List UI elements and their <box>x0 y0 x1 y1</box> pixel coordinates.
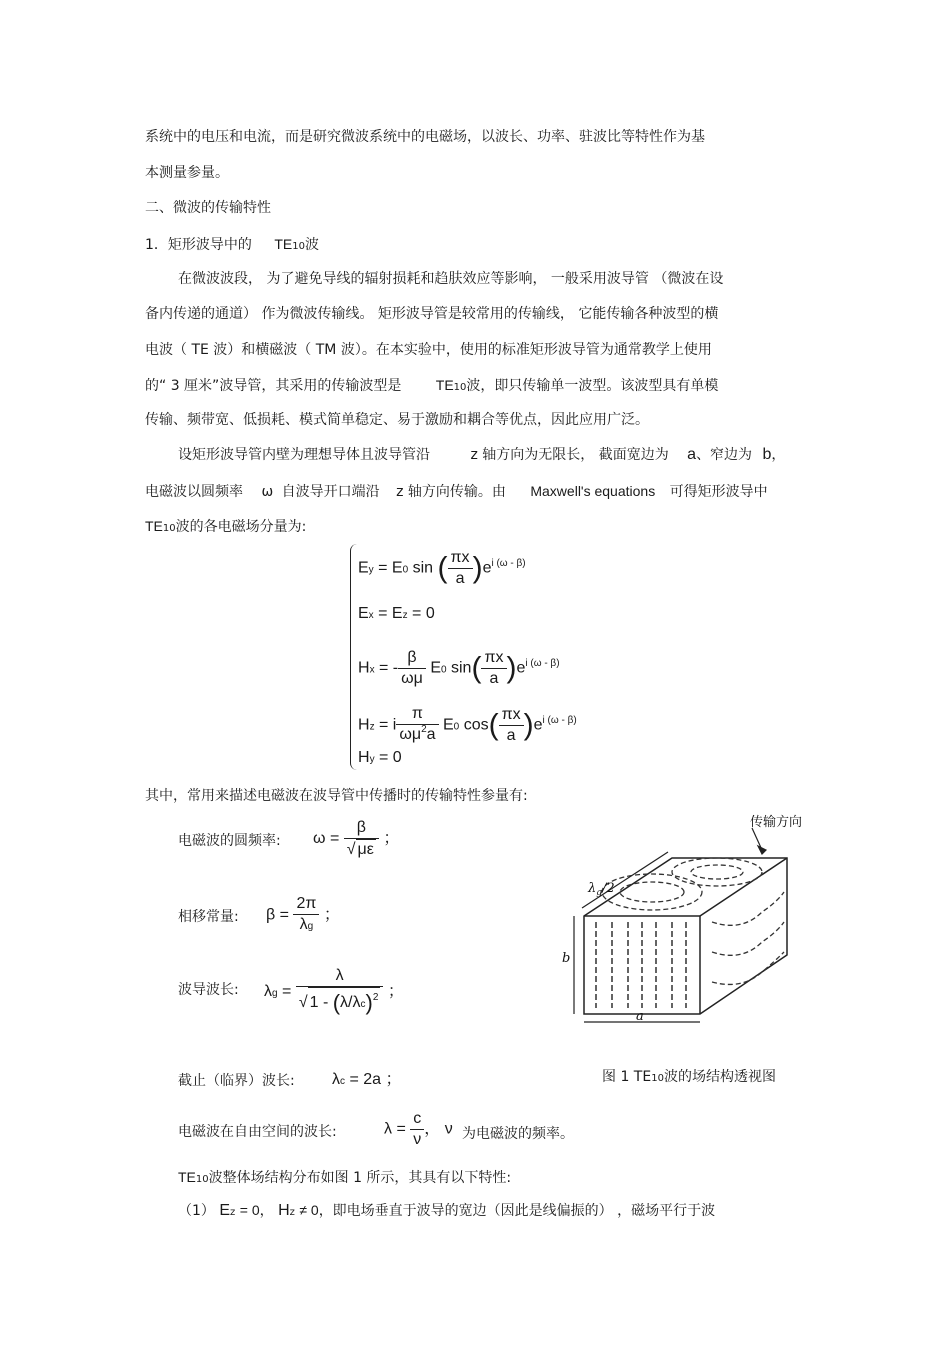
eq-hy-rhs: = 0 <box>379 749 402 766</box>
param-beta-formula <box>266 894 340 937</box>
figure-caption-prefix: 图 1 TE <box>602 1069 652 1085</box>
eq-ey-exp-close: ) <box>522 557 526 569</box>
subsection-heading <box>145 235 319 256</box>
para2-l1d: 、窄边为 <box>696 447 753 463</box>
eq-hx <box>358 648 560 689</box>
eq-hy-h: H <box>358 749 370 766</box>
figure-label-lg <box>587 881 615 898</box>
param-lc-rhs: = 2a <box>349 1071 382 1088</box>
para1-line-4a: 的“ 3 厘米”波导管，其采用的传输波型是 <box>145 378 402 394</box>
para1-line-4 <box>145 376 718 397</box>
closing-ez: E <box>219 1202 231 1219</box>
eq-hz-e0-sub: 0 <box>453 721 460 733</box>
param-lg-one-minus: 1 - <box>309 994 333 1012</box>
para1-line-3: 电波（ TE 波）和横磁波（ TM 波）。在本实验中，使用的标准矩形波导管为通常教学上使用 <box>145 342 712 358</box>
eq-hx-h: H <box>358 659 370 677</box>
eq-hz-frac-num: πx <box>501 706 521 723</box>
closing-line-1 <box>178 1168 511 1189</box>
eq-ey-frac-num: πx <box>450 549 470 566</box>
param-omega-eq: = <box>329 830 340 848</box>
eq-ey-sub: y <box>368 564 374 576</box>
eq-hz-a: a <box>426 726 436 743</box>
eq-hz-den <box>396 724 438 747</box>
closing-line-2 <box>178 1201 715 1222</box>
field-line-side-3 <box>712 952 784 984</box>
param-beta-semi: ； <box>323 906 340 924</box>
param-lambda-lhs: λ <box>384 1120 392 1138</box>
eq-ey <box>358 548 526 589</box>
param-nu: ν <box>444 1120 453 1138</box>
eq-ez-sub: z <box>402 610 408 621</box>
param-lg-den-lambda2: λ <box>352 994 361 1012</box>
figure-label-lg-sub: g <box>596 888 603 898</box>
param-lambda-eq: = <box>396 1120 406 1138</box>
eq-hx-sub: x <box>369 664 375 676</box>
eq-hx-beta: β <box>407 649 417 666</box>
eq-hy-sub: y <box>369 754 375 765</box>
eq-hx-exp-close: ) <box>556 657 560 669</box>
eq-hx-rhs: = - <box>379 659 399 677</box>
eq-ey-exp: i (ω - β <box>491 557 523 569</box>
figure-caption-sub: 10 <box>651 1073 664 1084</box>
field-line-side-1 <box>712 892 784 925</box>
param-omega-num: β <box>356 819 366 836</box>
eq-paren-left: ( <box>437 551 448 585</box>
param-lg-den-inner: $1 - (\lambda/\lambda c)^2$ <box>308 987 381 1018</box>
param-lambda-frac <box>410 1109 424 1150</box>
eq-hx-omegamu: ωμ <box>398 668 426 689</box>
para2-b: b <box>762 446 772 463</box>
eq-hz-sub: z <box>369 721 375 733</box>
eq-hz-exp-close: ) <box>573 714 577 726</box>
direction-arrow-head <box>758 846 766 854</box>
eq-paren-right: ) <box>506 651 517 685</box>
eq-hz-omegamu: ωμ <box>399 726 422 743</box>
param-beta-den <box>293 914 319 937</box>
closing-item-number: （1） <box>178 1203 215 1219</box>
closing-te: TE <box>178 1169 196 1185</box>
para1-line-1: 在微波波段， 为了避免导线的辐射损耗和趋肤效应等影响， 一般采用波导管 （微波在设 <box>178 271 724 287</box>
waveguide-figure <box>562 812 812 1032</box>
eq-hx-frac1 <box>398 648 426 689</box>
eq-ex-zero: = 0 <box>412 605 435 622</box>
eq-ex-e: E <box>358 605 369 622</box>
param-lambda-formula <box>384 1109 453 1150</box>
eq-hz-pi: π <box>411 705 423 722</box>
para2-l2a: 电磁波以圆频率 <box>145 484 243 500</box>
eq-ex-eq: = E <box>378 605 403 622</box>
closing-line-2-text: ，即电场垂直于波导的宽边（因此是线偏振的） ，磁场平行于波 <box>318 1203 716 1219</box>
param-beta-frac <box>293 894 319 937</box>
param-lg-paren-left: ( <box>332 990 341 1015</box>
eq-hx-exp-base: e <box>516 659 526 677</box>
param-lc-c: c <box>340 1076 345 1087</box>
para2-line-2 <box>145 482 768 501</box>
intro-line-2: 本测量参量。 <box>145 165 229 181</box>
param-beta-label: 相移常量: <box>178 909 239 925</box>
figure-label-lg-lambda: λ <box>588 881 597 896</box>
eq-hz-sq: 2 <box>421 724 427 735</box>
params-intro: 其中，常用来描述电磁波在波导管中传播时的传输特性参量有: <box>145 788 528 804</box>
eq-hy <box>358 748 402 770</box>
eq-ex-sub: x <box>368 610 374 621</box>
subsection-text: 1．矩形波导中的 <box>145 237 252 253</box>
param-lc-formula <box>332 1070 402 1092</box>
para2-maxwell: Maxwell's equations <box>530 483 656 499</box>
para2-l1a: 设矩形波导管内壁为理想导体且波导管沿 <box>178 447 430 463</box>
subsection-te-index: 10 <box>292 241 305 252</box>
figure-label-direction: 传输方向 <box>750 815 803 830</box>
waveguide-top-edge <box>700 858 787 916</box>
subsection-te: TE <box>274 236 293 252</box>
para1-line-4b: 波，即只传输单一波型。该波型具有单模 <box>466 378 719 394</box>
eq-hx-frac-num: πx <box>484 649 504 666</box>
param-omega-lhs: ω <box>313 830 326 848</box>
magnetic-loop-3 <box>672 858 762 886</box>
param-beta-den-g: g <box>307 921 314 932</box>
eq-ey-frac <box>448 548 473 589</box>
param-lambda-comma: ， <box>424 1120 441 1138</box>
eq-hz-cos: cos <box>463 716 489 734</box>
eq-hx-sin: sin <box>451 659 472 677</box>
param-beta-num: 2π <box>296 895 317 912</box>
param-lg-label: 波导波长: <box>178 982 239 998</box>
param-lg-frac <box>296 966 384 1018</box>
closing-ez-sub: z <box>230 1207 236 1218</box>
param-beta-eq: = <box>279 906 289 924</box>
magnetic-loop-4 <box>691 865 743 879</box>
para1-line-5: 传输、频带宽、低损耗、模式简单稳定、易于激励和耦合等优点，因此应用广泛。 <box>145 412 649 428</box>
param-lg-semi: ； <box>387 983 404 1001</box>
eq-ey-rhs: = E <box>378 559 403 577</box>
eq-ey-frac-den: a <box>448 568 473 589</box>
para2-line-3 <box>145 517 306 538</box>
eq-ex-ez <box>358 604 435 626</box>
para2-l1f: ， <box>771 447 786 463</box>
para2-l2d: z 轴方向传输。由 <box>396 484 506 500</box>
eq-paren-left: ( <box>488 708 499 742</box>
closing-comma: ， <box>259 1203 274 1219</box>
param-omega-semi: ； <box>383 830 400 848</box>
section-heading: 二、微波的传输特性 <box>145 200 271 216</box>
para1-te-index: 10 <box>453 382 467 393</box>
para2-l2f: 可得矩形波导中 <box>669 484 768 500</box>
param-lg-formula <box>264 966 404 1018</box>
param-omega-den-text: με <box>357 841 374 858</box>
eq-hx-exp: i (ω - β <box>525 657 557 669</box>
param-nu-text: 为电磁波的频率。 <box>462 1126 574 1142</box>
para2-a: a <box>687 446 697 463</box>
eq-ey-exp-base: e <box>482 559 492 577</box>
magnetic-loop-1 <box>602 874 702 910</box>
param-omega-den: √ με <box>344 838 379 860</box>
closing-te-index: 10 <box>195 1174 209 1185</box>
param-lambda-num: c <box>413 1110 422 1127</box>
figure-caption-suffix: 波的场结构透视图 <box>663 1069 776 1085</box>
param-lc-lhs: λ <box>332 1071 340 1088</box>
eq-hx-e: E <box>430 659 441 677</box>
param-lc-semi: ； <box>385 1071 402 1088</box>
param-lambda-label: 电磁波在自由空间的波长: <box>178 1124 337 1140</box>
figure-caption <box>602 1068 776 1088</box>
figure-label-a: a <box>636 1009 644 1024</box>
closing-ez-zero: = 0 <box>239 1202 260 1218</box>
para2-omega: ω <box>261 484 274 500</box>
para2-l2c: 自波导开口端沿 <box>281 484 380 500</box>
param-lg-num: λ <box>335 967 344 984</box>
eq-hz-frac-den: a <box>499 725 524 746</box>
eq-hz-e: E <box>443 716 454 734</box>
equation-brace <box>350 544 357 770</box>
eq-paren-left: ( <box>471 651 482 685</box>
eq-paren-right: ) <box>523 708 534 742</box>
param-lg-den: √ $1 - (\lambda/\lambda c)^2$ <box>296 986 384 1018</box>
figure-label-lg-tail: /2 <box>602 881 615 896</box>
figure-label-b: b <box>562 951 571 966</box>
eq-ey-e0-sub: 0 <box>402 564 409 576</box>
param-omega-formula <box>313 818 399 860</box>
eq-hz-frac2 <box>499 705 524 746</box>
para2-te: TE <box>145 518 163 534</box>
para2-l3c: 波的各电磁场分量为: <box>175 519 307 535</box>
eq-hz-h: H <box>358 716 370 734</box>
para2-te-index: 10 <box>162 523 176 534</box>
param-lg-den-c: c <box>360 999 366 1011</box>
eq-hx-e0-sub: 0 <box>440 664 447 676</box>
intro-line-1: 系统中的电压和电流，而是研究微波系统中的电磁场，以波长、功率、驻波比等特性作为基 <box>145 129 705 145</box>
para2-line-1 <box>178 446 785 464</box>
param-omega-frac <box>344 818 379 860</box>
para1-te: TE <box>435 377 454 393</box>
eq-paren-right: ) <box>472 551 483 585</box>
eq-hx-frac-den: a <box>481 668 506 689</box>
param-lg-paren-right: ) <box>365 990 373 1015</box>
magnetic-loop-2 <box>620 882 684 902</box>
param-beta-den-lambda: λ <box>299 916 308 933</box>
eq-ey-sin: sin <box>412 559 434 577</box>
eq-hz <box>358 704 577 747</box>
param-lg-lhs: λ <box>264 983 272 1001</box>
closing-line-1-text: 波整体场结构分布如图 1 所示，其具有以下特性: <box>208 1170 512 1186</box>
eq-hz-exp-base: e <box>533 716 543 734</box>
closing-hz-sub: z <box>289 1207 295 1218</box>
param-lg-eq: = <box>282 983 292 1001</box>
eq-hx-frac2 <box>481 648 506 689</box>
closing-hz: H <box>278 1202 290 1219</box>
param-lambda-den: ν <box>410 1129 424 1150</box>
param-lg-den-lambda: λ <box>340 994 349 1012</box>
para1-line-2: 备内传递的通道） 作为微波传输线。 矩形波导管是较常用的传输线， 它能传输各种波型的横 <box>145 306 719 322</box>
subsection-tail: 波 <box>305 237 319 253</box>
eq-hz-frac1 <box>396 704 438 747</box>
dimension-lg <box>582 852 668 908</box>
eq-ey-e: E <box>358 559 369 577</box>
eq-hz-exp: i (ω - β <box>542 714 574 726</box>
para2-l1b: z 轴方向为无限长， 截面宽边为 <box>470 447 669 463</box>
param-lg-sq: 2 <box>372 992 379 1004</box>
param-lc-label: 截止（临界）波长: <box>178 1073 295 1089</box>
closing-hz-nonzero: ≠ 0 <box>299 1202 319 1218</box>
param-beta-lhs: β <box>266 906 276 924</box>
param-lg-g: g <box>272 988 278 1000</box>
field-line-side-2 <box>712 922 784 955</box>
param-omega-label: 电磁波的圆频率: <box>178 833 281 849</box>
eq-hz-rhs: = i <box>379 716 397 734</box>
